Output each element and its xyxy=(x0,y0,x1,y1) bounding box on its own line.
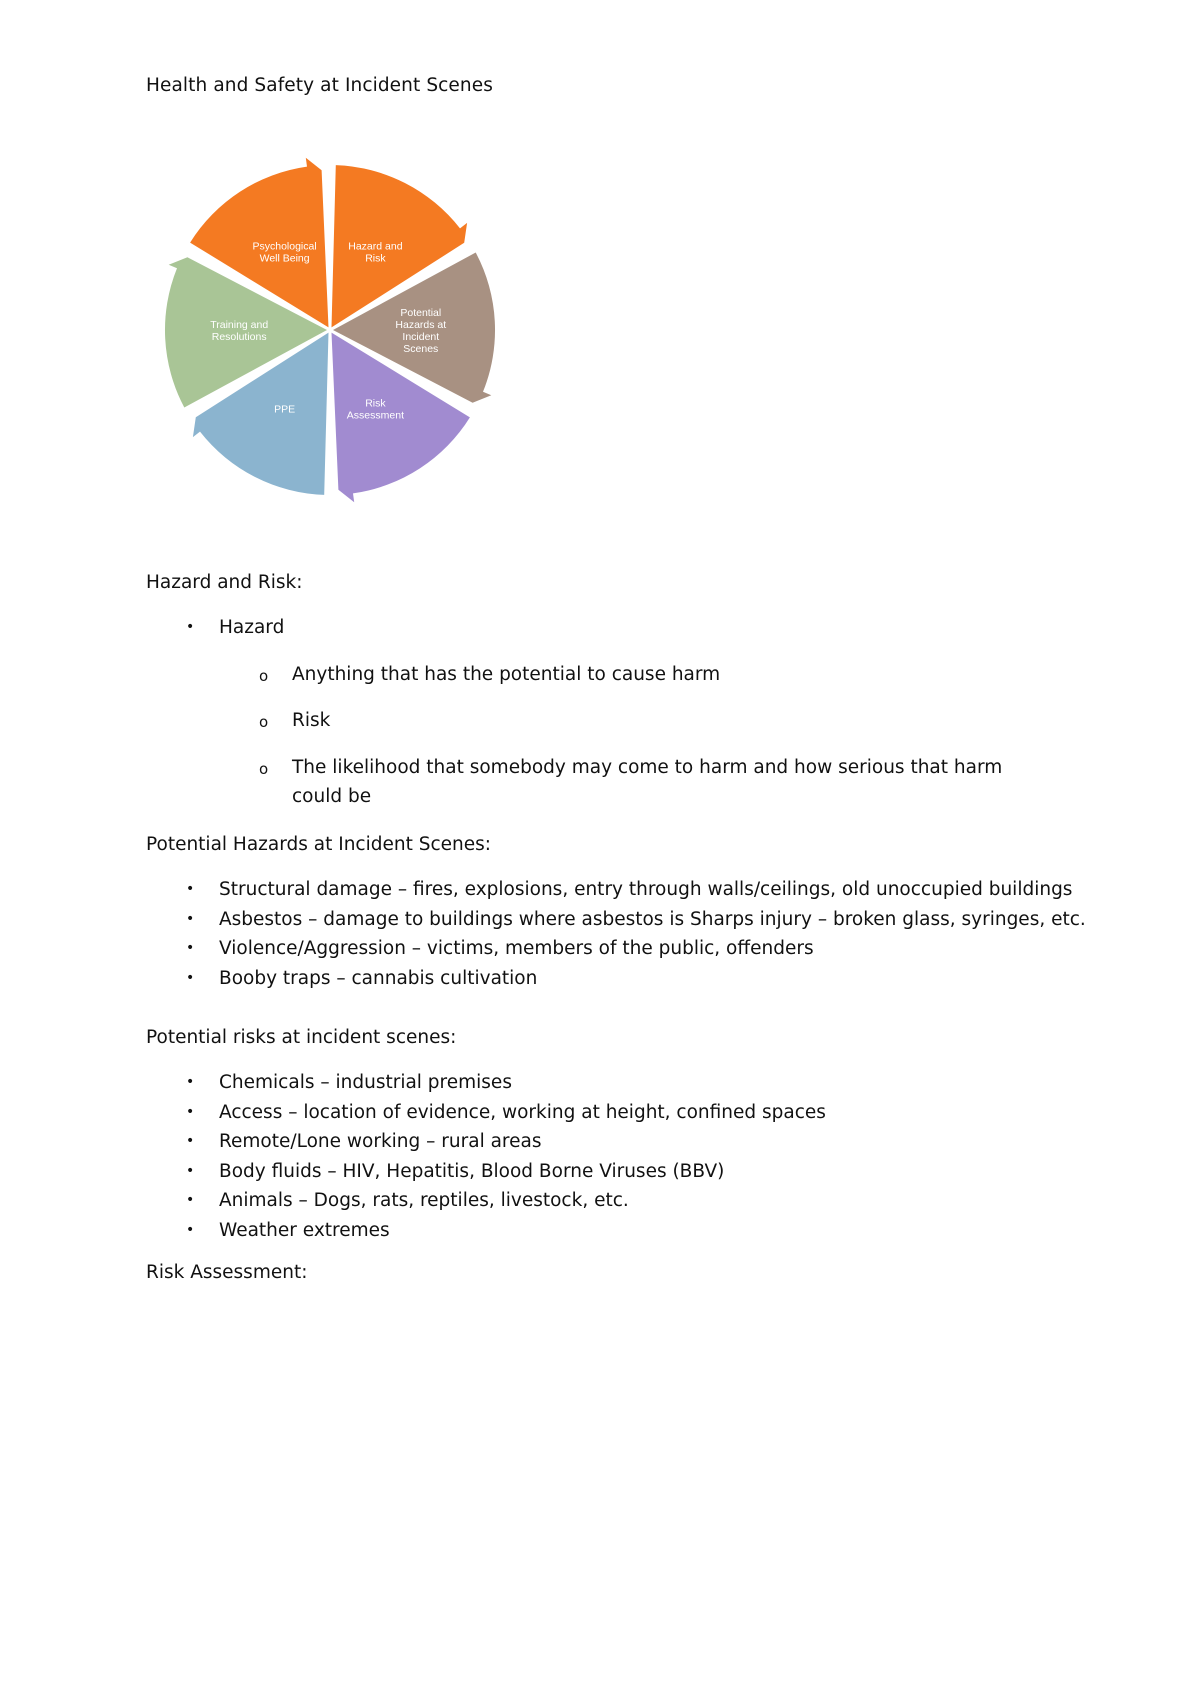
list-item xyxy=(146,934,1106,964)
cycle-segment-label: Psychological Well Being xyxy=(252,240,317,265)
sub-list-item-text: Risk xyxy=(292,710,331,731)
list-item xyxy=(146,613,1106,812)
list-item-text: Booby traps – cannabis cultivation xyxy=(219,967,538,989)
sub-list-item-text: The likelihood that somebody may come to harm and how serious that harm could be xyxy=(292,756,1003,807)
potential-risks-list xyxy=(146,1068,1106,1245)
cycle-segment-label: PPE xyxy=(274,403,296,416)
list-item-text: Asbestos – damage to buildings where asbestos is Sharps injury – broken glass, syringes, etc. xyxy=(219,908,1086,930)
cycle-diagram-svg xyxy=(160,150,500,510)
section-heading-potential-hazards: Potential Hazards at Incident Scenes: xyxy=(146,834,491,855)
list-item-text: Hazard xyxy=(219,617,285,638)
bullet-icon: • xyxy=(186,619,195,635)
list-item-text: Violence/Aggression – victims, members of the public, offenders xyxy=(219,938,814,959)
bullet-icon: • xyxy=(186,1221,195,1238)
list-item xyxy=(146,1098,1106,1128)
circle-bullet-icon: o xyxy=(259,666,269,685)
section-heading-hazard-and-risk: Hazard and Risk: xyxy=(146,572,303,593)
list-item-text: Body fluids – HIV, Hepatitis, Blood Borne Viruses (BBV) xyxy=(219,1160,725,1182)
document-title: Health and Safety at Incident Scenes xyxy=(146,75,493,96)
circle-bullet-icon: o xyxy=(259,713,269,731)
sub-list-item xyxy=(219,753,1106,812)
list-item xyxy=(146,1186,1106,1216)
list-item xyxy=(146,964,1106,994)
bullet-icon: • xyxy=(186,1192,195,1208)
list-item-text: Structural damage – fires, explosions, entry through walls/ceilings, old unoccupied buildings xyxy=(219,879,1073,900)
sub-list-item-text: Anything that has the potential to cause harm xyxy=(292,663,721,685)
bullet-icon: • xyxy=(186,1074,195,1090)
sub-list xyxy=(219,660,1106,812)
list-item xyxy=(146,1216,1106,1246)
bullet-icon: • xyxy=(186,969,195,986)
bullet-icon: • xyxy=(186,1133,195,1149)
list-item-text: Weather extremes xyxy=(219,1219,390,1241)
bullet-icon: • xyxy=(186,940,195,956)
cycle-segment-label: Risk Assessment xyxy=(346,397,404,422)
sub-list-item xyxy=(219,660,1106,690)
cycle-segment-label: Hazard and Risk xyxy=(348,240,403,265)
list-item-text: Remote/Lone working – rural areas xyxy=(219,1131,542,1152)
section-heading-risk-assessment: Risk Assessment: xyxy=(146,1262,308,1283)
potential-hazards-list xyxy=(146,875,1106,993)
cycle-diagram xyxy=(160,150,500,510)
list-item xyxy=(146,875,1106,905)
sub-list-item xyxy=(219,706,1106,736)
list-item xyxy=(146,1157,1106,1187)
section-heading-potential-risks: Potential risks at incident scenes: xyxy=(146,1027,457,1048)
cycle-segment-label: Potential Hazards at Incident Scenes xyxy=(395,307,447,355)
hazard-and-risk-list xyxy=(146,613,1106,812)
list-item-text: Animals – Dogs, rats, reptiles, livestock, etc. xyxy=(219,1190,629,1211)
cycle-segment-label: Training and Resolutions xyxy=(210,319,269,343)
bullet-icon: • xyxy=(186,881,195,897)
list-item xyxy=(146,1127,1106,1157)
list-item xyxy=(146,905,1106,935)
list-item-text: Access – location of evidence, working at height, confined spaces xyxy=(219,1101,826,1123)
list-item xyxy=(146,1068,1106,1098)
bullet-icon: • xyxy=(186,1103,195,1120)
list-item-text: Chemicals – industrial premises xyxy=(219,1072,512,1093)
bullet-icon: • xyxy=(186,910,195,927)
circle-bullet-icon: o xyxy=(259,759,269,778)
bullet-icon: • xyxy=(186,1162,195,1179)
